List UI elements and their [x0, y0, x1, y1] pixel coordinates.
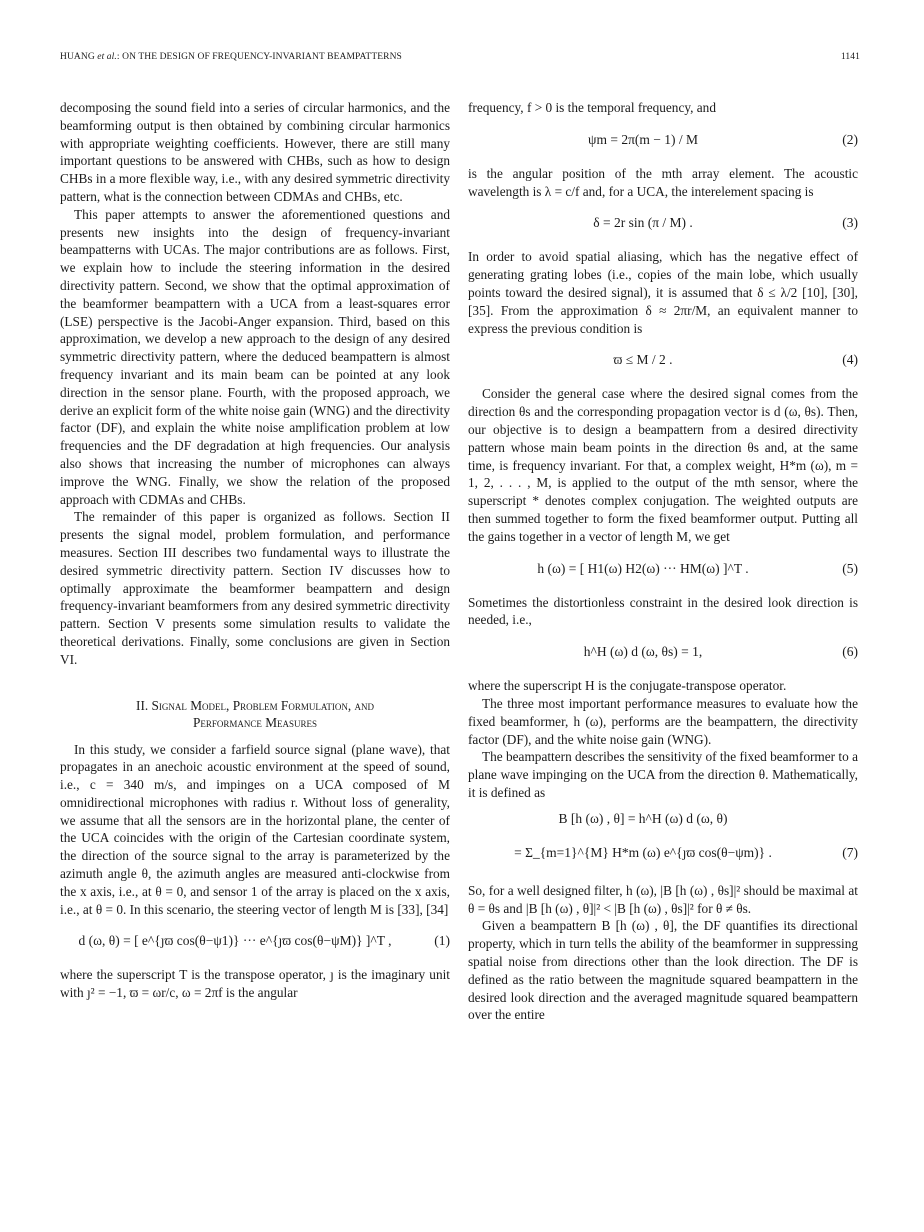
equation-number: (1)	[434, 933, 450, 949]
equation-number: (7)	[842, 844, 858, 860]
running-title-suffix: : ON THE DESIGN OF FREQUENCY-INVARIANT BEAMPATTERNS	[116, 52, 402, 62]
equation-number: (2)	[842, 131, 858, 147]
section-heading-line: Performance Measures	[192, 714, 318, 730]
equation-body: h^H (ω) d (ω, θs) = 1,	[583, 644, 703, 660]
equation-number: (4)	[842, 352, 858, 368]
left-column	[60, 99, 450, 1002]
page-number: 1141	[840, 52, 860, 62]
paragraph: So, for a well designed filter, h (ω), |B [h (ω) , θs]|² should be maximal at θ = θs and |B [h (ω) , θ]|² < |B [h (ω) , θs]|² for θ ≠ θs.	[468, 882, 858, 916]
equation-1	[60, 918, 450, 966]
equation-body: d (ω, θ) = [ e^{ȷϖ cos(θ−ψ1)} ··· e^{ȷϖ cos(θ−ψM)} ]^T ,	[78, 933, 392, 949]
paragraph: where the superscript H is the conjugate-transpose operator.	[468, 678, 787, 694]
equation-body-line1: B [h (ω) , θ] = h^H (ω) d (ω, θ)	[558, 810, 728, 826]
equation-5	[468, 546, 858, 594]
equation-body: h (ω) = [ H1(ω) H2(ω) ··· HM(ω) ]^T .	[537, 560, 749, 576]
paragraph: This paper attempts to answer the aforementioned questions and presents new insights into the design of frequency-invariant beampatterns with UCAs. The major contributions are as follows. First, we explain how to include the steering information in the desired directivity pattern. Second, we show that the optimal approximation of the beamformer beampattern with a UCA from a least-squares error (LSE) perspective is the Jacobi-Anger expansion. Third, based on this approximation, we develop a new approach to the design of any desired symmetric directivity pattern, where the deduced beampattern is almost frequency invariant and its main beam can be pointed at any look direction in the sensor plane. Fourth, with the proposed approach, we derive an explicit form of the white noise gain (WNG) and the directivity factor (DF), and explain the white noise amplification problem at low frequencies and the DF degradation at high frequencies. Our analysis also shows that increasing the number of microphones can always improve the WNG. Finally, we show the relation of the proposed approach with CDMAs and CHBs.	[60, 206, 450, 507]
paragraph: Sometimes the distortionless constraint in the desired look direction is needed, i.e.,	[468, 594, 858, 628]
running-title	[60, 52, 402, 62]
paragraph: where the superscript T is the transpose operator, ȷ is the imaginary unit with ȷ² = −1, ϖ = ωr/c, ω = 2πf is the angular	[60, 967, 450, 1001]
paragraph: The three most important performance measures to evaluate how the fixed beamformer, h (ω), performs are the beampattern, the directivity factor (DF), and the white noise gain (WNG).	[468, 695, 858, 747]
right-column	[468, 99, 858, 1024]
equation-number: (3)	[842, 215, 858, 231]
paragraph: Given a beampattern B [h (ω) , θ], the DF quantifies its directional property, which in turn tells the ability of the beamformer in suppressing spatial noise from directions other than the look direction. The DF is defined as the ratio between the magnitude squared beampattern in the desired look direction and the averaged magnitude squared beampattern over the entire	[468, 918, 858, 1023]
equation-body: ϖ ≤ M / 2 .	[613, 352, 673, 368]
equation-body: δ = 2r sin (π / M) .	[593, 215, 693, 231]
paragraph: In this study, we consider a farfield source signal (plane wave), that propagates in an anechoic acoustic environment at the speed of sound, i.e., c = 340 m/s, and impinges on a UCA composed of M omnidirectional microphones with radius r. Without loss of generality, we assume that all the sensors are in the horizontal plane, the center of the UCA coincides with the origin of the Cartesian coordinate system, the direction of the source signal to the array is parameterized by the azimuth angle θ, the azimuth angles are measured anti-clockwise from the x axis, i.e., at θ = 0, and sensor 1 of the array is placed on the x axis, i.e., at θ = 0. In this scenario, the steering vector of length M is [33], [34]	[60, 741, 450, 917]
equation-3	[468, 200, 858, 248]
equation-7	[468, 802, 858, 882]
equation-number: (5)	[842, 560, 858, 576]
paragraph: In order to avoid spatial aliasing, which has the negative effect of generating grating lobes (i.e., copies of the main lobe, which usually points toward the desired signal), it is assumed that δ ≤ λ/2 [10], [30], [35]. From the approximation δ ≈ 2πr/M, an equivalent manner to express the previous condition is	[468, 249, 858, 336]
section-heading	[60, 697, 450, 731]
paragraph: The remainder of this paper is organized as follows. Section II presents the signal model, problem formulation, and performance measures. Section III describes two fundamental ways to illustrate the desired symmetric directivity pattern. Section IV discusses how to optimally approximate the beamformer beampattern and design frequency-invariant beamformers from any desired symmetric directivity pattern. Section V presents some simulation results to validate the theoretical derivations. Finally, some conclusions are given in Section VI.	[60, 509, 450, 667]
equation-body-line2: = Σ_{m=1}^{M} H*m (ω) e^{ȷϖ cos(θ−ψm)} .	[514, 844, 772, 860]
paragraph: The beampattern describes the sensitivity of the fixed beamformer to a plane wave impinging on the UCA from the direction θ. Mathematically, it is defined as	[468, 749, 858, 800]
section-heading-line: II. Signal Model, Problem Formulation, and	[136, 697, 374, 713]
equation-2	[468, 117, 858, 165]
paragraph: decomposing the sound field into a series of circular harmonics, and the beamforming output is then obtained by combining circular harmonics with appropriate weighting coefficients. However, there are still many important questions to be answered with CHBs, such as how to design CHBs in a more flexible way, i.e., with any desired symmetric directivity pattern, what is the connection between CDMAs and CHBs, etc.	[60, 100, 450, 204]
equation-body: ψm = 2π(m − 1) / M	[588, 131, 698, 147]
running-header	[60, 52, 860, 66]
paragraph: frequency, f > 0 is the temporal frequency, and	[468, 100, 716, 115]
paragraph: Consider the general case where the desired signal comes from the direction θs and the corresponding propagation vector is d (ω, θs). Then, our objective is to design a beampattern from a desired directivity pattern whose main beam points in the direction θs and, at the same time, is frequency invariant. For that, a complex weight, H*m (ω), m = 1, 2, . . . , M, is applied to the output of the mth sensor, where the superscript * denotes complex conjugation. The weighted outputs are then summed together to form the fixed beamformer output. Putting all the gains together in a vector of length M, we get	[468, 386, 858, 544]
paragraph: is the angular position of the mth array element. The acoustic wavelength is λ = c/f and, for a UCA, the interelement spacing is	[468, 165, 858, 199]
equation-4	[468, 337, 858, 385]
running-title-prefix: HUANG	[60, 52, 98, 62]
running-title-etal: et al.	[97, 52, 117, 62]
equation-6	[468, 629, 858, 677]
equation-number: (6)	[842, 644, 858, 660]
